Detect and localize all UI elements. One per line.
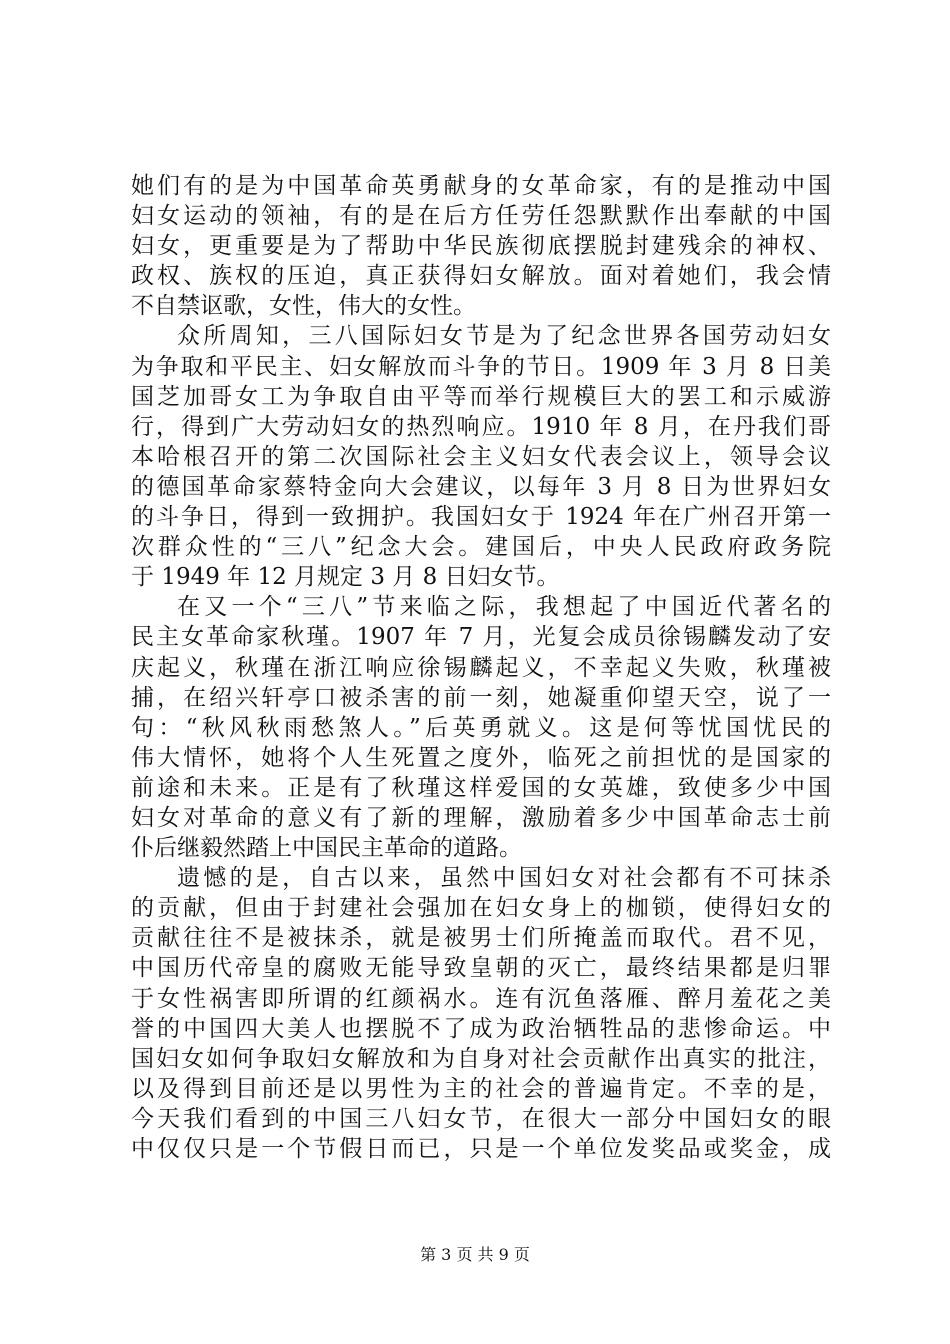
text-line: 伟大情怀，她将个人生死置之度外，临死之前担忧的是国家的	[131, 744, 831, 771]
text-line: 中仅仅只是一个节假日而已，只是一个单位发奖品或奖金，成	[131, 1136, 831, 1162]
text-line: 政权、族权的压迫，真正获得妇女解放。面对着她们，我会情	[131, 263, 831, 290]
paragraph-first-line: 在又一个“三八”节来临之际，我想起了中国近代著名的	[177, 594, 831, 621]
text-line: 句：“秋风秋雨愁煞人。”后英勇就义。这是何等忧国忧民的	[131, 714, 831, 741]
text-line: 捕，在绍兴轩亭口被杀害的前一刻，她凝重仰望天空，说了一	[131, 684, 831, 711]
text-line: 次群众性的“三八”纪念大会。建国后，中央人民政府政务院	[131, 534, 831, 561]
text-line: 贡献往往不是被抹杀，就是被男士们所掩盖而取代。君不见，	[131, 925, 831, 952]
text-line: 的斗争日，得到一致拥护。我国妇女于 1924 年在广州召开第一	[131, 504, 831, 531]
text-line: 妇女对革命的意义有了新的理解，激励着多少中国革命志士前	[131, 804, 831, 831]
text-line: 中国历代帝皇的腐败无能导致皇朝的灭亡，最终结果都是归罪	[131, 955, 831, 982]
text-line: 以及得到目前还是以男性为主的社会的普遍肯定。不幸的是，	[131, 1075, 831, 1102]
text-line: 本哈根召开的第二次国际社会主义妇女代表会议上，领导会议	[131, 443, 831, 470]
text-line: 不自禁讴歌，女性，伟大的女性。	[131, 293, 476, 320]
text-line: 妇女运动的领袖，有的是在后方任劳任怨默默作出奉献的中国	[131, 203, 831, 230]
text-line: 的贡献，但由于封建社会强加在妇女身上的枷锁，使得妇女的	[131, 895, 831, 922]
text-line: 民主女革命家秋瑾。1907 年 7 月，光复会成员徐锡麟发动了安	[131, 624, 831, 651]
text-line: 仆后继毅然踏上中国民主革命的道路。	[131, 835, 522, 862]
page-number-footer: 第 3 页 共 9 页	[420, 1245, 530, 1264]
text-line: 妇女，更重要是为了帮助中华民族彻底摆脱封建残余的神权、	[131, 233, 831, 260]
text-line: 前途和未来。正是有了秋瑾这样爱国的女英雄，致使多少中国	[131, 774, 831, 801]
text-line: 庆起义，秋瑾在浙江响应徐锡麟起义，不幸起义失败，秋瑾被	[131, 654, 831, 681]
text-line: 今天我们看到的中国三八妇女节，在很大一部分中国妇女的眼	[131, 1105, 831, 1132]
text-line: 行，得到广大劳动妇女的热烈响应。1910 年 8 月，在丹我们哥	[131, 413, 831, 440]
text-line: 的德国革命家蔡特金向大会建议，以每年 3 月 8 日为世界妇女	[131, 473, 831, 500]
text-line: 于 1949 年 12 月规定 3 月 8 日妇女节。	[131, 564, 560, 591]
paragraph-first-line: 遗憾的是，自古以来，虽然中国妇女对社会都有不可抹杀	[177, 865, 831, 892]
body-text	[131, 171, 831, 1164]
text-line: 誉的中国四大美人也摆脱不了成为政治牺牲品的悲惨命运。中	[131, 1015, 831, 1042]
paragraph-first-line: 众所周知，三八国际妇女节是为了纪念世界各国劳动妇女	[177, 323, 831, 350]
text-line: 于女性祸害即所谓的红颜祸水。连有沉鱼落雁、醉月羞花之美	[131, 985, 831, 1012]
text-line: 为争取和平民主、妇女解放而斗争的节日。1909 年 3 月 8 日美	[131, 353, 831, 380]
text-line: 国妇女如何争取妇女解放和为自身对社会贡献作出真实的批注，	[131, 1045, 831, 1072]
text-line: 她们有的是为中国革命英勇献身的女革命家，有的是推动中国	[131, 173, 831, 199]
text-line: 国芝加哥女工为争取自由平等而举行规模巨大的罢工和示威游	[131, 383, 831, 410]
